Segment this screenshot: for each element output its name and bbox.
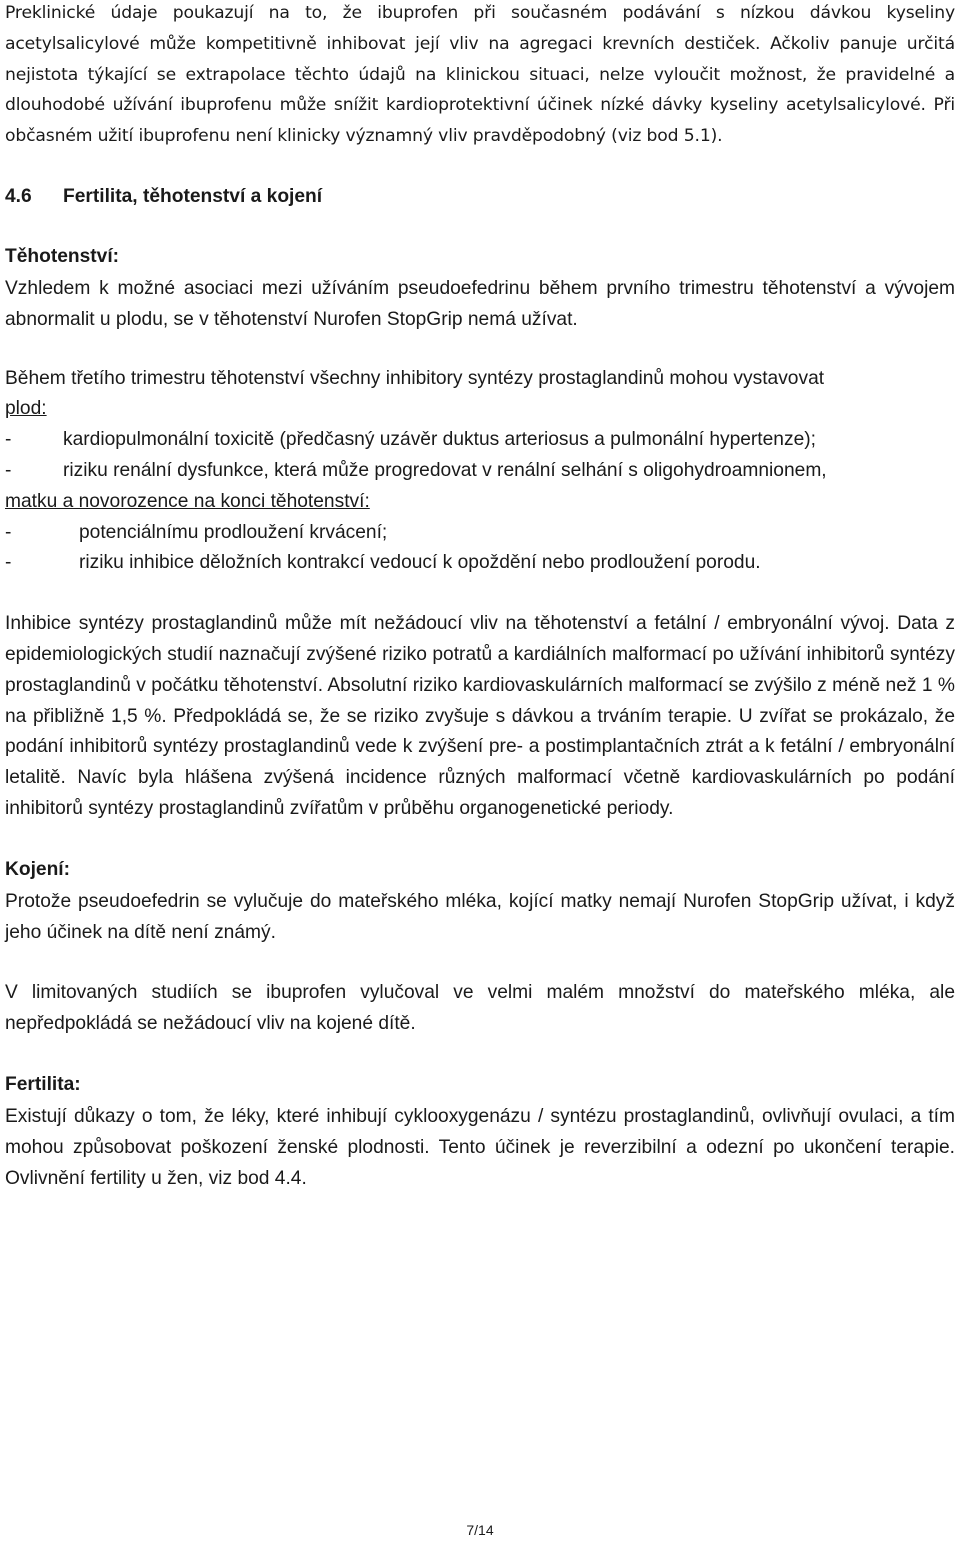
pregnancy-paragraph-2: Během třetího trimestru těhotenství všechny inhibitory syntézy prostaglandinů mohou vystavovat: [5, 367, 825, 389]
list-dash: -: [5, 521, 12, 543]
list-item-text: kardiopulmonální toxicitě (předčasný uzávěr duktus arteriosus a pulmonální hypertenze);: [63, 429, 816, 451]
list-item: [5, 425, 955, 456]
mother-newborn-label: matku a novorozence na konci těhotenství:: [5, 490, 370, 512]
breastfeeding-paragraph-2: V limitovaných studiích se ibuprofen vylučoval ve velmi malém množství do mateřského mléka, ale nepředpokládá se nežádoucí vliv na kojené dítě.: [5, 982, 955, 1035]
list-dash: -: [5, 429, 12, 451]
intro-paragraph: Preklinické údaje poukazují na to, že ibuprofen při současném podávání s nízkou dávkou kyseliny acetylsalicylové může kompetitivně inhibovat její vliv na agregaci krevních destiček. Ačkoliv panuje určitá nejistota týkající se extrapolace těchto údajů na klinickou situaci, nelze vyloučit možnost, že pravidelné a dlouhodobé užívání ibuprofenu může snížit kardioprotektivní účinek nízké dávky kyseliny acetylsalicylové. Při občasném užití ibuprofenu není klinicky významný vliv pravděpodobný (viz bod 5.1).: [5, 3, 955, 147]
list-item: [5, 456, 955, 487]
list-item-text: riziku inhibice děložních kontrakcí vedoucí k opoždění nebo prodloužení porodu.: [79, 552, 761, 574]
pregnancy-paragraph-1: Vzhledem k možné asociaci mezi užíváním pseudoefedrinu během prvního trimestru těhotenství a vývojem abnormalit u plodu, se v těhotenství Nurofen StopGrip nemá užívat.: [5, 277, 955, 330]
list-dash: -: [5, 459, 12, 481]
pregnancy-paragraph-3: Inhibice syntézy prostaglandinů může mít nežádoucí vliv na těhotenství a fetální / embryonální vývoj. Data z epidemiologických studií naznačují zvýšené riziko potratů a kardiálních malformací po užívání inhibitorů syntézy prostaglandinů v počátku těhotenství. Absolutní riziko kardiovaskulárních malformací se zvýšilo z méně než 1 % na přibližně 1,5 %. Předpokládá se, že se riziko zvyšuje s dávkou a trváním terapie. U zvířat se prokázalo, že podání inhibitorů syntézy prostaglandinů vede k zvýšení pre- a postimplantačních ztrát a k fetální / embryonální letalitě. Navíc byla hlášena zvýšená incidence různých malformací včetně kardiovaskulárních po podání inhibitorů syntézy prostaglandinů zvířatům v průběhu organogenetické periody.: [5, 613, 955, 819]
list-dash: -: [5, 552, 12, 574]
list-item: [5, 518, 955, 549]
fertility-heading: Fertilita:: [5, 1073, 81, 1095]
list-item-text: potenciálnímu prodloužení krvácení;: [79, 521, 388, 543]
section-title: Fertilita, těhotenství a kojení: [63, 185, 323, 207]
breastfeeding-paragraph-1: Protože pseudoefedrin se vylučuje do mateřského mléka, kojící matky nemají Nurofen StopGrip užívat, i když jeho účinek na dítě není známý.: [5, 890, 955, 943]
page-number: 7/14: [466, 1522, 494, 1538]
document-page: [5, 0, 955, 1194]
pregnancy-heading: Těhotenství:: [5, 245, 120, 267]
fetus-label: plod:: [5, 398, 47, 420]
section-heading: [5, 182, 955, 212]
section-number: 4.6: [5, 185, 32, 207]
breastfeeding-heading: Kojení:: [5, 858, 71, 880]
list-item: [5, 548, 955, 579]
fertility-paragraph: Existují důkazy o tom, že léky, které inhibují cyklooxygenázu / syntézu prostaglandinů, ovlivňují ovulaci, a tím mohou způsobovat poškození ženské plodnosti. Tento účinek je reverzibilní a odezní po ukončení terapie. Ovlivnění fertility u žen, viz bod 4.4.: [5, 1105, 955, 1189]
list-item-text: riziku renální dysfunkce, která může progredovat v renální selhání s oligohydroamnionem,: [63, 459, 827, 481]
